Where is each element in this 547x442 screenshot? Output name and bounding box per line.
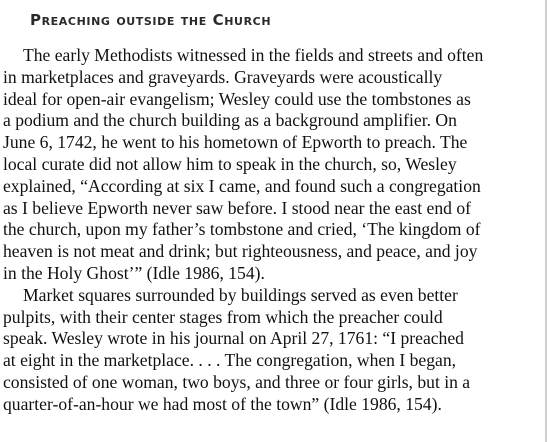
text-line: in marketplaces and graveyards. Graveyards were acoustically	[3, 66, 443, 87]
text-line: pulpits, with their center stages from which the preacher could	[3, 306, 443, 327]
text-line: in the Holy Ghost’” (Idle 1986, 154).	[3, 262, 265, 283]
text-line: the church, upon my father’s tombstone and cried, ‘The kingdom of	[3, 219, 481, 240]
text-line: a podium and the church building as a background amplifier. On	[3, 110, 457, 131]
paragraph-2	[3, 285, 533, 416]
text-line: explained, “According at six I came, and found such a congregation	[3, 175, 481, 196]
body-text	[3, 45, 533, 416]
text-line: at eight in the marketplace. . . . The congregation, when I began,	[3, 350, 457, 371]
text-line: as I believe Epworth never saw before. I stood near the east end of	[3, 197, 472, 218]
text-line: Market squares surrounded by buildings served as even better	[23, 284, 458, 305]
text-line: speak. Wesley wrote in his journal on April 27, 1761: “I preached	[3, 328, 464, 349]
text-line: consisted of one woman, two boys, and three or four girls, but in a	[3, 371, 471, 392]
text-line: The early Methodists witnessed in the fields and streets and often	[23, 45, 484, 65]
text-line: June 6, 1742, he went to his hometown of Epworth to preach. The	[3, 132, 468, 153]
text-line: heaven is not meat and drink; but righteousness, and peace, and joy	[3, 241, 478, 262]
text-line: ideal for open-air evangelism; Wesley could use the tombstones as	[3, 88, 471, 109]
text-line: local curate did not allow him to speak in the church, so, Wesley	[3, 153, 457, 174]
paragraph-1	[3, 45, 533, 285]
section-heading: Preaching outside the Church	[30, 11, 272, 29]
text-line: quarter-of-an-hour we had most of the town” (Idle 1986, 154).	[3, 393, 442, 414]
